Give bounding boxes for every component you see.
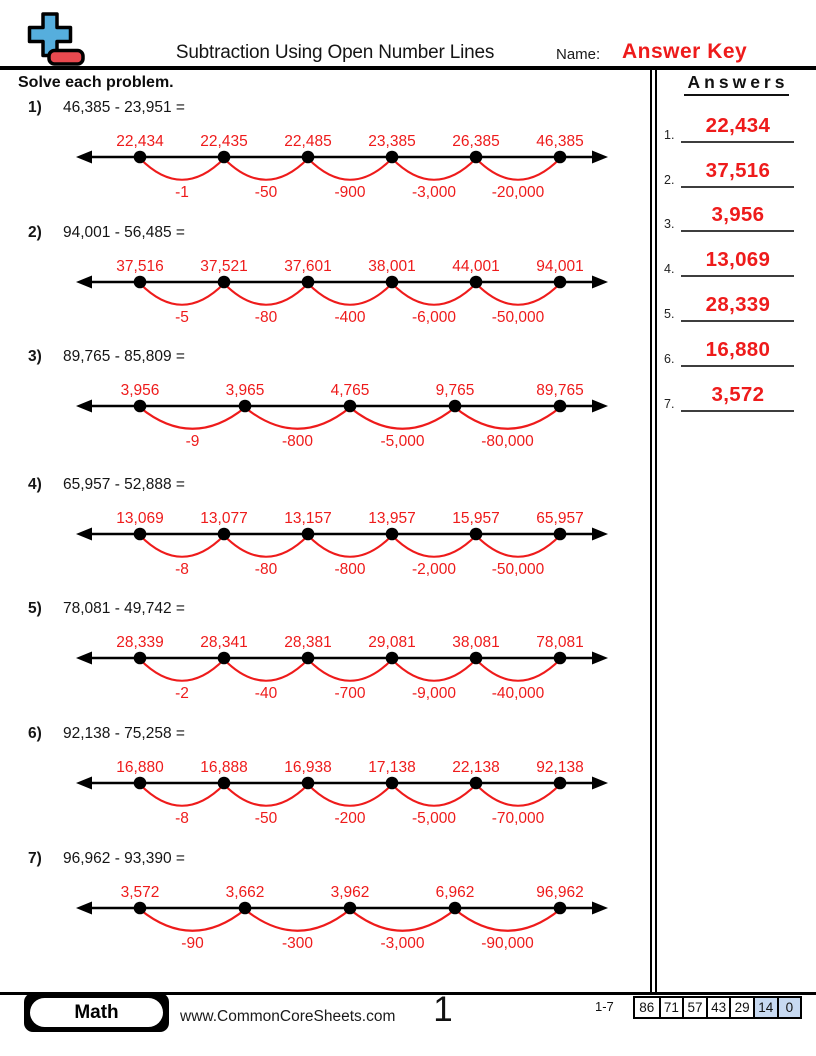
answer-blank-line (681, 293, 794, 322)
answer-blank-line (681, 114, 794, 143)
point-label: 23,385 (368, 133, 416, 150)
number-line-wrap (72, 504, 635, 589)
subject-badge-label: Math (30, 998, 163, 1027)
jump-arc (476, 536, 560, 557)
score-cell: 71 (659, 998, 683, 1017)
point-label: 9,765 (435, 382, 475, 399)
problem-number: 3) (28, 348, 42, 365)
jump-label: -400 (334, 309, 366, 326)
problem-header (28, 725, 635, 743)
answer-value: 22,434 (705, 113, 771, 137)
left-arrowhead-icon (76, 902, 92, 915)
jump-label: -300 (281, 935, 314, 952)
problem-number: 5) (28, 600, 42, 617)
jump-label: -8 (175, 810, 189, 827)
problem-header (28, 224, 635, 242)
point-label: 22,434 (116, 133, 164, 150)
answer-blank-line (681, 203, 794, 232)
jump-arc (350, 910, 455, 931)
jump-arc (308, 536, 392, 557)
number-line-point (239, 902, 252, 915)
number-line-point (134, 528, 147, 541)
answer-key-label: Answer Key (622, 40, 748, 63)
number-line-point (218, 777, 231, 790)
jump-label: -2,000 (412, 561, 456, 578)
problem-3 (20, 348, 635, 461)
point-label: 3,572 (120, 884, 160, 901)
point-label: 16,938 (284, 759, 332, 776)
number-line-point (470, 276, 483, 289)
jump-label: -1 (175, 184, 189, 201)
number-line-point (134, 652, 147, 665)
instructions: Solve each problem. (18, 74, 174, 91)
jump-label: -90 (181, 935, 204, 952)
jump-label: -3,000 (412, 184, 456, 201)
answer-row (657, 277, 816, 322)
score-cell: 0 (777, 998, 801, 1017)
jump-arc (455, 910, 560, 931)
problem-number: 7) (28, 850, 42, 867)
answer-value: 37,516 (705, 158, 771, 182)
answer-number: 3. (664, 217, 675, 232)
jump-label: -90,000 (481, 935, 534, 952)
number-line-point (302, 652, 315, 665)
point-label: 38,001 (368, 258, 416, 275)
number-line-point (554, 400, 567, 413)
right-arrowhead-icon (592, 902, 608, 915)
point-label: 46,385 (536, 133, 584, 150)
jump-arc (224, 785, 308, 806)
number-line (72, 753, 612, 833)
page-number: 1 (433, 990, 453, 1029)
number-line-wrap (72, 252, 635, 337)
problem-number: 6) (28, 725, 42, 742)
answer-number: 5. (664, 306, 675, 321)
number-line-point (449, 400, 462, 413)
jump-arc (224, 660, 308, 681)
answer-row (657, 188, 816, 233)
jump-arc (455, 408, 560, 429)
number-line (72, 878, 612, 958)
point-label: 3,962 (330, 884, 370, 901)
score-cell: 57 (682, 998, 706, 1017)
point-label: 38,081 (452, 634, 500, 651)
jump-label: -9,000 (412, 685, 456, 702)
problem-header (28, 850, 635, 868)
problem-equation: 96,962 - 93,390 = (63, 850, 185, 867)
jump-label: -9 (185, 433, 200, 450)
point-label: 28,381 (284, 634, 332, 651)
answer-blank-line (681, 248, 794, 277)
number-line (72, 628, 612, 708)
number-line-point (386, 528, 399, 541)
point-label: 94,001 (536, 258, 584, 275)
number-line-point (470, 151, 483, 164)
number-line-point (386, 151, 399, 164)
right-arrowhead-icon (592, 528, 608, 541)
answer-value: 28,339 (705, 292, 771, 316)
score-cell: 29 (729, 998, 753, 1017)
answer-row (657, 367, 816, 412)
jump-label: -2 (175, 685, 189, 702)
jump-arc (476, 284, 560, 305)
point-label: 37,601 (284, 258, 332, 275)
problem-equation: 78,081 - 49,742 = (63, 600, 185, 617)
jump-label: -50 (254, 184, 278, 201)
point-label: 3,956 (120, 382, 160, 399)
jump-label: -70,000 (491, 810, 545, 827)
left-arrowhead-icon (76, 528, 92, 541)
problem-equation: 94,001 - 56,485 = (63, 224, 185, 241)
website-url: www.CommonCoreSheets.com (180, 1008, 396, 1025)
answer-value: 13,069 (705, 248, 771, 272)
number-line (72, 252, 612, 332)
problem-equation: 92,138 - 75,258 = (63, 725, 185, 742)
number-line-point (239, 400, 252, 413)
jump-label: -5,000 (380, 433, 425, 450)
jump-arc (476, 660, 560, 681)
jump-arc (140, 159, 224, 180)
problem-4 (20, 476, 635, 589)
right-arrowhead-icon (592, 151, 608, 164)
jump-arc (140, 910, 245, 931)
jump-label: -50 (254, 810, 278, 827)
answer-value: 3,956 (711, 203, 765, 227)
jump-label: -900 (334, 184, 366, 201)
number-line-point (344, 902, 357, 915)
point-label: 13,957 (368, 510, 416, 527)
point-label: 16,888 (200, 759, 248, 776)
jump-label: -40,000 (491, 685, 545, 702)
jump-label: -50,000 (491, 561, 545, 578)
number-line (72, 127, 612, 207)
problem-2 (20, 224, 635, 337)
point-label: 28,339 (116, 634, 164, 651)
number-line-point (134, 777, 147, 790)
number-line-wrap (72, 628, 635, 713)
jump-arc (392, 159, 476, 180)
answers-panel (650, 70, 816, 992)
jump-label: -200 (334, 810, 366, 827)
right-arrowhead-icon (592, 652, 608, 665)
answer-row (657, 98, 816, 143)
number-line-wrap (72, 753, 635, 838)
jump-label: -40 (254, 685, 278, 702)
jump-arc (392, 536, 476, 557)
point-label: 26,385 (452, 133, 500, 150)
number-line-point (470, 528, 483, 541)
number-line-point (449, 902, 462, 915)
point-label: 6,962 (435, 884, 475, 901)
score-grid (633, 996, 802, 1019)
jump-label: -6,000 (412, 309, 456, 326)
point-label: 17,138 (368, 759, 416, 776)
answer-row (657, 232, 816, 277)
jump-label: -5 (175, 309, 189, 326)
point-label: 92,138 (536, 759, 584, 776)
jump-arc (140, 660, 224, 681)
right-arrowhead-icon (592, 276, 608, 289)
answer-row (657, 322, 816, 367)
problem-header (28, 600, 635, 618)
jump-arc (224, 284, 308, 305)
point-label: 22,435 (200, 133, 248, 150)
number-line-point (386, 276, 399, 289)
jump-arc (350, 408, 455, 429)
point-label: 37,516 (116, 258, 164, 275)
number-line-point (134, 276, 147, 289)
problem-equation: 65,957 - 52,888 = (63, 476, 185, 493)
number-line-point (470, 652, 483, 665)
number-line-point (554, 151, 567, 164)
answer-value: 3,572 (711, 382, 765, 406)
jump-arc (140, 284, 224, 305)
number-line-point (554, 777, 567, 790)
number-line-point (386, 777, 399, 790)
jump-arc (392, 785, 476, 806)
point-label: 4,765 (330, 382, 370, 399)
answer-blank-line (681, 383, 794, 412)
jump-arc (308, 284, 392, 305)
number-line-point (470, 777, 483, 790)
answer-number: 1. (664, 127, 675, 142)
commoncoresheets-logo-icon (16, 11, 88, 69)
point-label: 37,521 (200, 258, 248, 275)
left-arrowhead-icon (76, 151, 92, 164)
answer-value: 16,880 (705, 337, 771, 361)
jump-label: -80 (254, 561, 278, 578)
problem-7 (20, 850, 635, 963)
answers-list (657, 98, 816, 412)
point-label: 13,069 (116, 510, 164, 527)
page-title: Subtraction Using Open Number Lines (175, 42, 495, 63)
score-cell: 14 (753, 998, 777, 1017)
problem-number: 2) (28, 224, 42, 241)
problem-equation: 89,765 - 85,809 = (63, 348, 185, 365)
number-line-point (218, 528, 231, 541)
point-label: 65,957 (536, 510, 584, 527)
number-line (72, 376, 612, 456)
point-label: 28,341 (200, 634, 248, 651)
left-arrowhead-icon (76, 652, 92, 665)
point-label: 16,880 (116, 759, 164, 776)
number-line-point (386, 652, 399, 665)
number-line-point (554, 276, 567, 289)
answer-number: 2. (664, 172, 675, 187)
number-line-point (302, 276, 315, 289)
jump-label: -700 (334, 685, 366, 702)
jump-arc (308, 159, 392, 180)
point-label: 13,077 (200, 510, 248, 527)
answer-blank-line (681, 338, 794, 367)
score-range-label: 1-7 (595, 999, 614, 1014)
subject-badge (24, 993, 169, 1032)
jump-label: -20,000 (491, 184, 545, 201)
problem-5 (20, 600, 635, 713)
point-label: 96,962 (536, 884, 584, 901)
jump-arc (140, 536, 224, 557)
problem-6 (20, 725, 635, 838)
point-label: 13,157 (284, 510, 332, 527)
jump-arc (140, 785, 224, 806)
problem-equation: 46,385 - 23,951 = (63, 99, 185, 116)
jump-label: -8 (175, 561, 189, 578)
number-line-point (218, 276, 231, 289)
number-line (72, 504, 612, 584)
jump-label: -80,000 (481, 433, 534, 450)
jump-arc (308, 660, 392, 681)
problem-header (28, 99, 635, 117)
number-line-point (134, 902, 147, 915)
right-arrowhead-icon (592, 777, 608, 790)
number-line-wrap (72, 127, 635, 212)
jump-label: -800 (334, 561, 366, 578)
answer-number: 4. (664, 262, 675, 277)
name-label: Name: (556, 46, 601, 63)
point-label: 22,138 (452, 759, 500, 776)
jump-arc (308, 785, 392, 806)
point-label: 15,957 (452, 510, 500, 527)
jump-label: -50,000 (491, 309, 545, 326)
number-line-point (554, 652, 567, 665)
number-line-point (134, 151, 147, 164)
problem-1 (20, 99, 635, 212)
number-line-wrap (72, 878, 635, 963)
score-cell: 43 (706, 998, 730, 1017)
number-line-point (134, 400, 147, 413)
number-line-point (218, 151, 231, 164)
left-arrowhead-icon (76, 276, 92, 289)
jump-arc (224, 536, 308, 557)
jump-arc (476, 785, 560, 806)
problem-header (28, 476, 635, 494)
answer-number: 7. (664, 396, 675, 411)
number-line-point (554, 902, 567, 915)
jump-arc (392, 284, 476, 305)
right-arrowhead-icon (592, 400, 608, 413)
score-cell: 86 (639, 1000, 655, 1015)
jump-arc (245, 408, 350, 429)
number-line-wrap (72, 376, 635, 461)
jump-arc (245, 910, 350, 931)
answer-blank-line (681, 159, 794, 188)
minus-icon (49, 51, 83, 65)
jump-label: -3,000 (380, 935, 425, 952)
point-label: 3,965 (225, 382, 265, 399)
point-label: 29,081 (368, 634, 416, 651)
jump-label: -5,000 (412, 810, 456, 827)
point-label: 89,765 (536, 382, 584, 399)
point-label: 78,081 (536, 634, 584, 651)
jump-arc (476, 159, 560, 180)
jump-arc (140, 408, 245, 429)
left-arrowhead-icon (76, 777, 92, 790)
jump-arc (392, 660, 476, 681)
answer-row (657, 143, 816, 188)
number-line-point (302, 777, 315, 790)
jump-arc (224, 159, 308, 180)
number-line-point (554, 528, 567, 541)
problem-number: 4) (28, 476, 42, 493)
number-line-point (302, 528, 315, 541)
left-arrowhead-icon (76, 400, 92, 413)
jump-label: -800 (281, 433, 314, 450)
point-label: 44,001 (452, 258, 500, 275)
number-line-point (302, 151, 315, 164)
problem-number: 1) (28, 99, 42, 116)
number-line-point (344, 400, 357, 413)
number-line-point (218, 652, 231, 665)
answers-heading: Answers (657, 72, 816, 96)
point-label: 3,662 (225, 884, 265, 901)
answer-number: 6. (664, 351, 675, 366)
problem-header (28, 348, 635, 366)
point-label: 22,485 (284, 133, 332, 150)
jump-label: -80 (254, 309, 278, 326)
